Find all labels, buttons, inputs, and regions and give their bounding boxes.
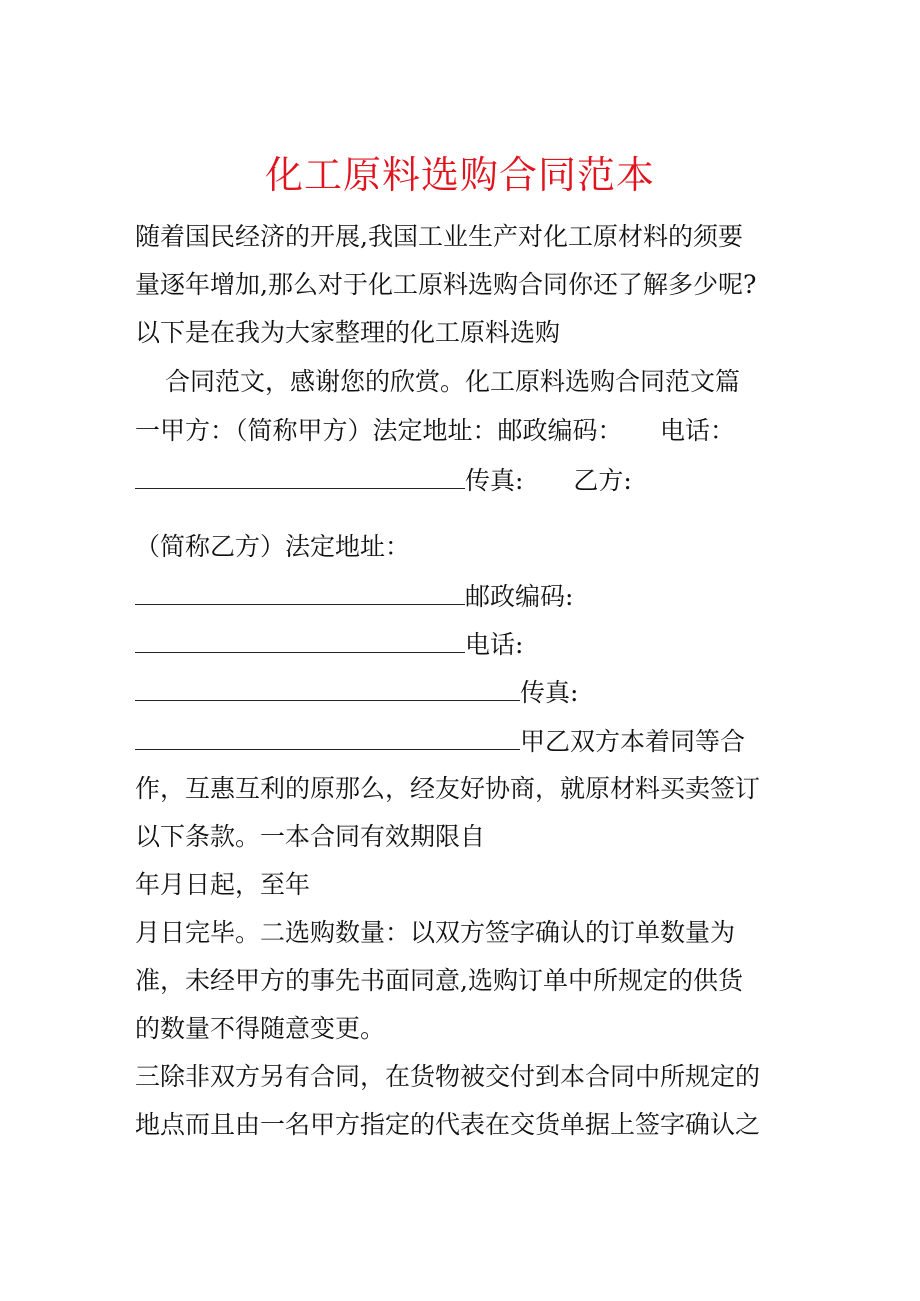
body-line-18: 三除非双方另有合同，在货物被交付到本合同中所规定的 bbox=[135, 1062, 761, 1091]
body-line-16: 准，未经甲方的事先书面同意,选购订单中所规定的供货 bbox=[135, 966, 743, 995]
postal-code-text: 邮政编码: bbox=[465, 582, 574, 611]
fax-party-b-line bbox=[135, 462, 632, 498]
body-line-2: 量逐年增加,那么对于化工原料选购合同你还了解多少呢? bbox=[135, 270, 757, 299]
fill-in-blank[interactable] bbox=[135, 462, 465, 489]
fill-in-blank[interactable] bbox=[135, 723, 520, 750]
body-line-7: （简称乙方）法定地址： bbox=[135, 532, 411, 561]
body-line-3: 以下是在我为大家整理的化工原料选购 bbox=[135, 318, 561, 347]
fax-text: 传真: bbox=[520, 678, 579, 707]
fill-in-blank[interactable] bbox=[135, 674, 520, 701]
phone-text: 电话: bbox=[465, 630, 524, 659]
body-line-15: 月日完毕。二选购数量：以双方签字确认的订单数量为 bbox=[135, 918, 736, 947]
agreement-line bbox=[135, 723, 745, 759]
postal-code-line bbox=[135, 578, 573, 614]
body-line-13: 以下条款。一本合同有效期限自 bbox=[135, 822, 486, 851]
fill-in-blank[interactable] bbox=[135, 578, 465, 605]
body-line-14: 年月日起，至年 bbox=[135, 870, 311, 899]
fax-party-b-text: 传真: 乙方: bbox=[465, 466, 632, 495]
body-line-19: 地点而且由一名甲方指定的代表在交货单据上签字确认之 bbox=[135, 1110, 761, 1139]
phone-line bbox=[135, 626, 523, 662]
fill-in-blank[interactable] bbox=[135, 626, 465, 653]
body-line-17: 的数量不得随意变更。 bbox=[135, 1014, 386, 1043]
fax-line bbox=[135, 674, 578, 710]
body-line-5: 一甲方：（简称甲方）法定地址：邮政编码： 电话： bbox=[135, 416, 736, 445]
agreement-text: 甲乙双方本着同等合 bbox=[520, 727, 746, 756]
body-line-12: 作，互惠互利的原那么，经友好协商，就原材料买卖签订 bbox=[135, 774, 761, 803]
body-line-1: 随着国民经济的开展,我国工业生产对化工原材料的须要 bbox=[135, 222, 743, 251]
document-title: 化工原料选购合同范本 bbox=[264, 153, 655, 197]
body-line-4: 合同范文，感谢您的欣赏。化工原料选购合同范文篇 bbox=[165, 367, 741, 396]
